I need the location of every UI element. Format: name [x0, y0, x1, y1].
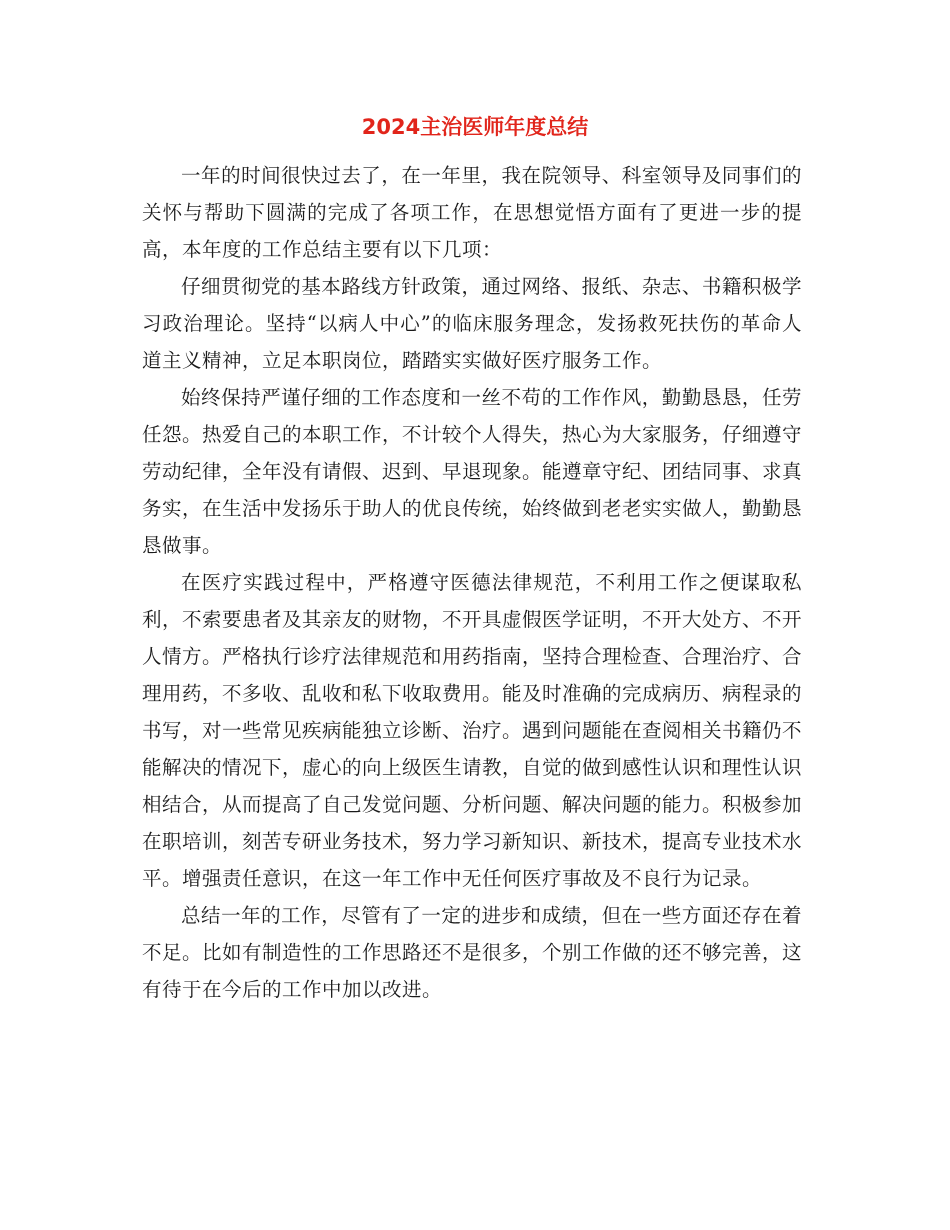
- document-title: 2024主治医师年度总结: [361, 115, 589, 139]
- paragraph-shortcomings: 总结一年的工作，尽管有了一定的进步和成绩，但在一些方面还存在着不足。比如有制造性的工作思路还不是很多，个别工作做的还不够完善，这有待于在今后的工作中加以改进。: [142, 904, 803, 1001]
- paragraph-medical-practice: 在医疗实践过程中，严格遵守医德法律规范，不利用工作之便谋取私利，不索要患者及其亲友的财物，不开具虚假医学证明，不开大处方、不开人情方。严格执行诊疗法律规范和用药指南，坚持合理检查、合理治疗、合理用药，不多收、乱收和私下收取费用。能及时准确的完成病历、病程录的书写，对一些常见疾病能独立诊断、治疗。遇到问题能在查阅相关书籍仍不能解决的情况下，虚心的向上级医生请教，自觉的做到感性认识和理性认识相结合，从而提高了自己发觉问题、分析问题、解决问题的能力。积极参加在职培训，刻苦专研业务技术，努力学习新知识、新技术，提高专业技术水平。增强责任意识，在这一年工作中无任何医疗事故及不良行为记录。: [142, 571, 803, 890]
- document-body: [142, 157, 802, 1008]
- paragraph-political-study: 仔细贯彻党的基本路线方针政策，通过网络、报纸、杂志、书籍积极学习政治理论。坚持“以病人中心”的临床服务理念，发扬救死扶伤的革命人道主义精神，立足本职岗位，踏踏实实做好医疗服务工作。: [142, 275, 802, 372]
- paragraph-intro: 一年的时间很快过去了，在一年里，我在院领导、科室领导及同事们的关怀与帮助下圆满的完成了各项工作，在思想觉悟方面有了更进一步的提高，本年度的工作总结主要有以下几项：: [142, 164, 802, 261]
- paragraph-work-attitude: 始终保持严谨仔细的工作态度和一丝不苟的工作作风，勤勤恳恳，任劳任怨。热爱自己的本职工作，不计较个人得失，热心为大家服务，仔细遵守劳动纪律，全年没有请假、迟到、早退现象。能遵章守纪、团结同事、求真务实，在生活中发扬乐于助人的优良传统，始终做到老老实实做人，勤勤恳恳做事。: [142, 386, 803, 557]
